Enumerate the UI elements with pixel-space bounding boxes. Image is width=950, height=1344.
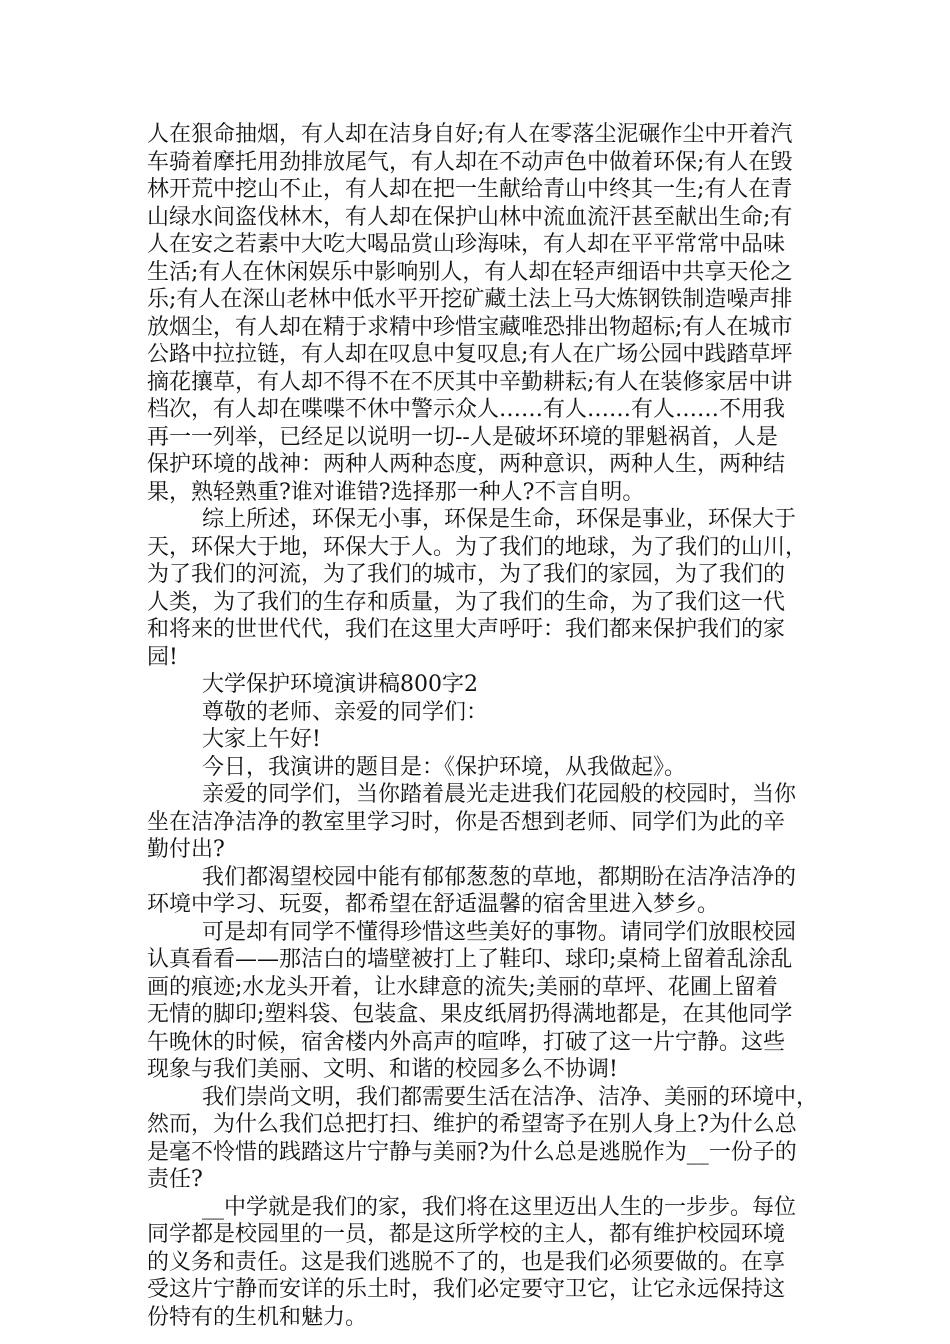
paragraph (147, 699, 815, 727)
text-line: 责任? (147, 1167, 203, 1192)
text-line: 果，熟轻熟重?谁对谁错?选择那一种人?不言自明。 (147, 479, 645, 505)
paragraph (147, 919, 815, 1084)
text-line: 人在狠命抽烟，有人却在洁身自好;有人在零落尘泥碾作尘中开着汽 (147, 122, 793, 147)
text-line: 人在安之若素中大吃大喝品赏山珍海味，有人却在平平常常中品味 (147, 232, 786, 257)
text-line: 放烟尘，有人却在精于求精中珍惜宝藏唯恐排出物超标;有人在城市 (147, 314, 793, 340)
text-line: 保护环境的战神：两种人两种态度，两种意识，两种人生，两种结 (147, 452, 786, 477)
paragraph (147, 864, 815, 919)
text-line: 亲爱的同学们，当你踏着晨光走进我们花园般的校园时，当你 (202, 782, 797, 807)
text-line: 综上所述，环保无小事，环保是生命，环保是事业，环保大于 (202, 507, 797, 532)
paragraph (147, 1084, 819, 1194)
text-line: 受这片宁静而安详的乐土时，我们必定要守卫它，让它永远保持这 (147, 1277, 786, 1302)
text-line: 园! (147, 644, 178, 670)
text-line: 乐;有人在深山老林中低水平开挖矿藏土法上马大炼钢铁制造噪声排 (147, 287, 793, 312)
text-line: 的义务和责任。这是我们逃脱不了的，也是我们必须要做的。在享 (147, 1249, 786, 1275)
text-line: 现象与我们美丽、文明、和谐的校园多么不协调! (147, 1057, 618, 1082)
text-line: 坐在洁净洁净的教室里学习时，你是否想到老师、同学们为此的辛 (147, 809, 786, 835)
text-line: 再一一列举，已经足以说明一切--人是破坏环境的罪魁祸首，人是 (147, 424, 778, 450)
paragraph (147, 1194, 815, 1332)
text-line: 车骑着摩托用劲排放尾气，有人却在不动声色中做着环保;有人在毁 (147, 149, 793, 175)
text-line: 无情的脚印;塑料袋、包装盒、果皮纸屑扔得满地都是，在其他同学 (147, 1002, 793, 1027)
text-line: 认真看看——那洁白的墙壁被打上了鞋印、球印;桌椅上留着乱涂乱 (147, 947, 793, 972)
text-line: 然而，为什么我们总把打扫、维护的希望寄予在别人身上?为什么总 (147, 1112, 797, 1137)
text-line: 画的痕迹;水龙头开着，让水肆意的流失;美丽的草坪、花圃上留着 (147, 974, 778, 1000)
text-line: 勤付出? (147, 837, 225, 862)
text-line: 大学保护环境演讲稿800字2 (202, 672, 478, 697)
text-line: 大家上午好! (202, 727, 321, 752)
paragraph (147, 726, 815, 754)
text-line: 午晚休的时候，宿舍楼内外高声的喧哗，打破了这一片宁静。这些 (147, 1029, 786, 1055)
text-line: 尊敬的老师、亲爱的同学们： (202, 699, 489, 725)
text-line: 是毫不怜惜的践踏这片宁静与美丽?为什么总是逃脱作为__一份子的 (147, 1139, 797, 1165)
text-line: 山绿水间盗伐林木，有人却在保护山林中流血流汗甚至献出生命;有 (147, 204, 793, 230)
paragraph (147, 506, 815, 671)
text-line: 人类，为了我们的生存和质量，为了我们的生命，为了我们这一代 (147, 589, 786, 615)
text-line: 为了我们的河流，为了我们的城市，为了我们的家园，为了我们的 (147, 562, 786, 587)
paragraph (147, 781, 815, 864)
paragraph (147, 121, 815, 506)
text-line: 林开荒中挖山不止，有人却在把一生献给青山中终其一生;有人在青 (147, 177, 793, 202)
text-line: 生活;有人在休闲娱乐中影响别人，有人却在轻声细语中共享天伦之 (147, 259, 793, 285)
text-line: 今日，我演讲的题目是：《保护环境，从我做起》。 (202, 754, 687, 780)
text-line: 公路中拉拉链，有人却在叹息中复叹息;有人在广场公园中践踏草坪 (147, 342, 793, 367)
text-line: 份特有的生机和魅力。 (147, 1304, 368, 1330)
text-line: 和将来的世世代代，我们在这里大声呼吁：我们都来保护我们的家 (147, 617, 786, 642)
text-line: __中学就是我们的家，我们将在这里迈出人生的一步步。每位 (202, 1194, 797, 1220)
text-line: 同学都是校园里的一员，都是这所学校的主人，都有维护校园环境 (147, 1222, 786, 1247)
paragraph (147, 754, 815, 782)
text-line: 我们都渴望校园中能有郁郁葱葱的草地，都期盼在洁净洁净的 (202, 864, 797, 890)
text-line: 档次，有人却在喋喋不休中警示众人……有人……有人……不用我 (147, 397, 786, 422)
text-line: 环境中学习、玩耍，都希望在舒适温馨的宿舍里进入梦乡。 (147, 892, 720, 917)
text-line: 我们崇尚文明，我们都需要生活在洁净、洁净、美丽的环境中， (202, 1084, 819, 1110)
text-line: 可是却有同学不懂得珍惜这些美好的事物。请同学们放眼校园 (202, 919, 797, 945)
document-page (147, 121, 819, 1331)
paragraph (147, 671, 815, 699)
text-line: 摘花攘草，有人却不得不在不厌其中辛勤耕耘;有人在装修家居中讲 (147, 369, 793, 395)
text-line: 天，环保大于地，环保大于人。为了我们的地球，为了我们的山川， (147, 534, 808, 560)
